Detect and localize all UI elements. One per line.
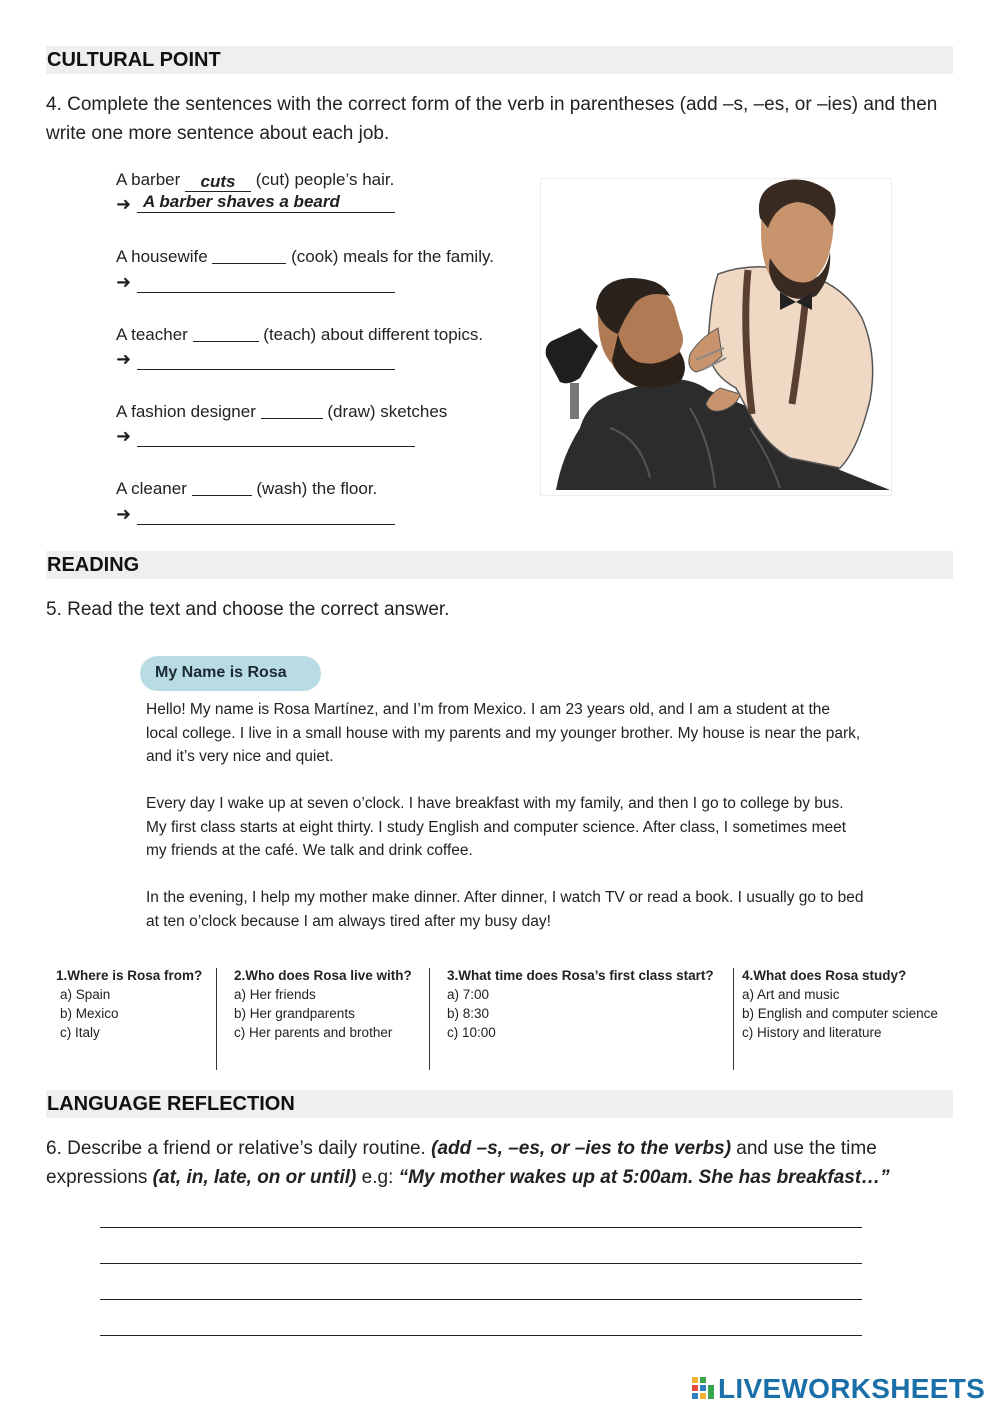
logo-text: LIVEWORKSHEETS xyxy=(718,1373,986,1404)
section-cultural-point xyxy=(46,46,953,74)
arrow-icon: ➜ xyxy=(116,272,132,292)
instr-emphasis: (at, in, late, on or until) xyxy=(152,1167,357,1188)
q4-prefix: A fashion designer xyxy=(116,402,261,421)
option-c[interactable]: c) History and literature xyxy=(742,1025,882,1040)
writing-line-1[interactable] xyxy=(100,1227,862,1228)
q4-suffix: (draw) sketches xyxy=(322,402,448,421)
section-reading xyxy=(46,551,953,579)
q4-item-5 xyxy=(116,479,377,499)
q4-prefix: A barber xyxy=(116,170,185,189)
q4-prefix: A cleaner xyxy=(116,479,192,498)
option-c[interactable]: c) 10:00 xyxy=(447,1025,496,1040)
question-text: 4.What does Rosa study? xyxy=(742,968,907,983)
option-b[interactable]: b) 8:30 xyxy=(447,1006,490,1021)
arrow-icon: ➜ xyxy=(116,426,132,446)
option-a[interactable]: a) 7:00 xyxy=(447,987,490,1002)
q4-sentence-input-1[interactable] xyxy=(137,192,395,213)
q4-answer-input-1[interactable]: cuts xyxy=(185,172,251,192)
question-text: 2.Who does Rosa live with? xyxy=(234,968,412,983)
option-b[interactable]: b) Mexico xyxy=(60,1006,119,1021)
q4-sentence-input-4[interactable] xyxy=(137,426,415,447)
arrow-icon: ➜ xyxy=(116,349,132,369)
column-divider xyxy=(733,968,734,1070)
option-a[interactable]: a) Her friends xyxy=(234,987,316,1002)
arrow-icon: ➜ xyxy=(116,194,132,214)
logo-icon xyxy=(692,1373,716,1403)
q4-sentence-text xyxy=(137,504,143,523)
chair-post xyxy=(570,383,579,419)
section-title: READING xyxy=(47,554,140,576)
instr-text: and use the time expressions xyxy=(46,1138,877,1188)
q4-answer-input-4[interactable] xyxy=(261,402,323,419)
reading-paragraph-3: In the evening, I help my mother make dinner. After dinner, I watch TV or read a book. I usually go to bed at ten o’clock because I am always tired after my busy day! xyxy=(146,889,864,930)
q4-sentence-text xyxy=(137,426,143,445)
q4-item-1 xyxy=(116,170,394,192)
option-c[interactable]: c) Her parents and brother xyxy=(234,1025,393,1040)
exercise-4-instruction: 4. Complete the sentences with the correct form of the verb in parentheses (add –s, –es, or –ies) and then write one more sentence about each job. xyxy=(46,94,938,144)
column-divider xyxy=(429,968,430,1070)
reading-title-badge xyxy=(140,656,321,691)
option-b[interactable]: b) Her grandparents xyxy=(234,1006,355,1021)
option-b[interactable]: b) English and computer science xyxy=(742,1006,938,1021)
instr-text: 6. Describe a friend or relative’s daily routine. xyxy=(46,1138,432,1159)
writing-line-2[interactable] xyxy=(100,1263,862,1264)
q4-sentence-input-5[interactable] xyxy=(137,504,395,525)
q4-answer-input-3[interactable] xyxy=(193,325,259,342)
q4-sentence-text xyxy=(137,349,143,368)
option-a[interactable]: a) Art and music xyxy=(742,987,840,1002)
instr-example: “My mother wakes up at 5:00am. She has breakfast…” xyxy=(398,1167,890,1188)
q4-suffix: (cook) meals for the family. xyxy=(286,247,494,266)
q4-sentence-input-3[interactable] xyxy=(137,349,395,370)
q4-answer-input-5[interactable] xyxy=(192,479,252,496)
q4-suffix: (teach) about different topics. xyxy=(258,325,484,344)
arrow-icon: ➜ xyxy=(116,504,132,524)
instr-text: e.g: xyxy=(356,1167,399,1188)
question-1 xyxy=(56,966,216,1042)
exercise-5-instruction: 5. Read the text and choose the correct answer. xyxy=(46,599,450,620)
option-a[interactable]: a) Spain xyxy=(60,987,111,1002)
q4-suffix: (wash) the floor. xyxy=(251,479,378,498)
question-text: 1.Where is Rosa from? xyxy=(56,968,203,983)
question-2 xyxy=(234,966,426,1042)
option-c[interactable]: c) Italy xyxy=(60,1025,100,1040)
section-title: LANGUAGE REFLECTION xyxy=(47,1093,295,1115)
q4-sentence-text: A barber shaves a beard xyxy=(143,192,340,211)
q4-prefix: A teacher xyxy=(116,325,193,344)
exercise-6-instruction xyxy=(46,1134,951,1192)
barber-illustration xyxy=(540,178,892,496)
question-4 xyxy=(742,966,957,1042)
reading-paragraph-2: Every day I wake up at seven o’clock. I have breakfast with my family, and then I go to college by bus. My first class starts at eight thirty. I study English and computer science. After class, I sometimes meet my friends at the café. We talk and drink coffee. xyxy=(146,795,847,859)
q4-item-4 xyxy=(116,402,447,422)
column-divider xyxy=(216,968,217,1070)
section-title: CULTURAL POINT xyxy=(47,49,221,71)
question-3 xyxy=(447,966,733,1042)
liveworksheets-logo xyxy=(692,1373,986,1405)
writing-line-3[interactable] xyxy=(100,1299,862,1300)
reading-paragraph-1: Hello! My name is Rosa Martínez, and I’m from Mexico. I am 23 years old, and I am a student at the local college. I live in a small house with my parents and my younger brother. My house is near the park, and it’s very nice and quiet. xyxy=(146,701,861,765)
q4-sentence-input-2[interactable] xyxy=(137,272,395,293)
writing-line-4[interactable] xyxy=(100,1335,862,1336)
question-text: 3.What time does Rosa’s first class start? xyxy=(447,968,714,983)
q4-item-2 xyxy=(116,247,494,267)
q4-suffix: (cut) people’s hair. xyxy=(251,170,395,189)
q4-item-3 xyxy=(116,325,483,345)
q4-sentence-text xyxy=(137,272,143,291)
q4-prefix: A housewife xyxy=(116,247,213,266)
q4-answer-input-2[interactable] xyxy=(212,247,286,264)
instr-emphasis: (add –s, –es, or –ies to the verbs) xyxy=(431,1138,732,1159)
reading-title: My Name is Rosa xyxy=(155,664,287,681)
section-language-reflection xyxy=(46,1090,953,1118)
